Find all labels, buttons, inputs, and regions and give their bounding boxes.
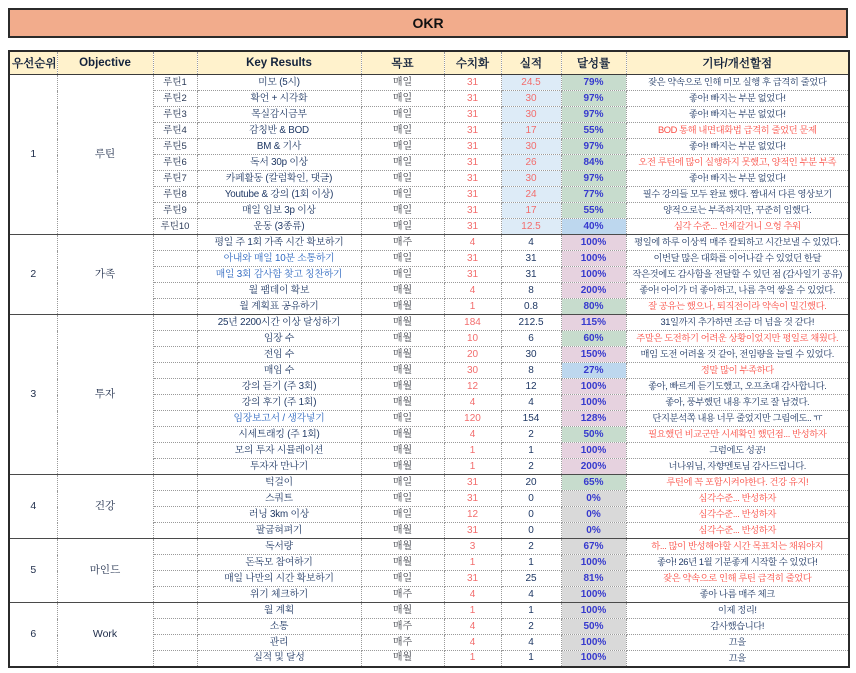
key-result-cell[interactable]: 스쿼트 xyxy=(197,491,361,507)
actual-cell[interactable]: 0 xyxy=(501,523,561,539)
priority-cell[interactable]: 3 xyxy=(9,315,57,475)
key-result-cell[interactable]: 관리 xyxy=(197,635,361,651)
rate-cell[interactable]: 0% xyxy=(561,523,626,539)
goal-cell[interactable]: 매일 xyxy=(361,475,444,491)
column-header-key-results[interactable]: Key Results xyxy=(197,51,361,75)
actual-cell[interactable]: 4 xyxy=(501,635,561,651)
sheet-title-bar[interactable] xyxy=(8,8,848,38)
note-cell[interactable]: 좋아, 빠르게 듣기도했고, 오프초대 감사합니다. xyxy=(626,379,849,395)
actual-cell[interactable]: 4 xyxy=(501,395,561,411)
goal-cell[interactable]: 매일 xyxy=(361,411,444,427)
rate-cell[interactable]: 97% xyxy=(561,107,626,123)
target-cell[interactable]: 4 xyxy=(444,635,501,651)
kr-sub-label[interactable]: 루틴3 xyxy=(153,107,197,123)
key-result-cell[interactable]: 목실감시금부 xyxy=(197,107,361,123)
kr-sub-label[interactable] xyxy=(153,443,197,459)
actual-cell[interactable]: 12.5 xyxy=(501,219,561,235)
kr-sub-label[interactable] xyxy=(153,507,197,523)
note-cell[interactable]: 심각수준... 반성하자 xyxy=(626,507,849,523)
note-cell[interactable]: 끄을 xyxy=(626,651,849,667)
kr-sub-label[interactable] xyxy=(153,475,197,491)
goal-cell[interactable]: 매일 xyxy=(361,91,444,107)
kr-sub-label[interactable] xyxy=(153,379,197,395)
note-cell[interactable]: 좋아! 빠지는 부분 없었다! xyxy=(626,171,849,187)
kr-sub-label[interactable] xyxy=(153,299,197,315)
key-result-cell[interactable]: 실적 및 달성 xyxy=(197,651,361,667)
goal-cell[interactable]: 매일 xyxy=(361,251,444,267)
note-cell[interactable]: 좋아! 빠지는 부분 없었다! xyxy=(626,107,849,123)
kr-sub-label[interactable] xyxy=(153,523,197,539)
goal-cell[interactable]: 매일 xyxy=(361,107,444,123)
column-header-target[interactable]: 수치화 xyxy=(444,51,501,75)
actual-cell[interactable]: 30 xyxy=(501,107,561,123)
goal-cell[interactable]: 매일 xyxy=(361,155,444,171)
note-cell[interactable]: 오전 루틴에 많이 실행하지 못했고, 양적인 부분 부족 xyxy=(626,155,849,171)
rate-cell[interactable]: 55% xyxy=(561,123,626,139)
goal-cell[interactable]: 매월 xyxy=(361,379,444,395)
kr-sub-label[interactable] xyxy=(153,539,197,555)
goal-cell[interactable]: 매월 xyxy=(361,539,444,555)
goal-cell[interactable]: 매일 xyxy=(361,139,444,155)
actual-cell[interactable]: 8 xyxy=(501,283,561,299)
rate-cell[interactable]: 200% xyxy=(561,283,626,299)
actual-cell[interactable]: 2 xyxy=(501,459,561,475)
kr-sub-label[interactable] xyxy=(153,619,197,635)
rate-cell[interactable]: 50% xyxy=(561,427,626,443)
kr-sub-label[interactable] xyxy=(153,395,197,411)
target-cell[interactable]: 31 xyxy=(444,571,501,587)
kr-sub-label[interactable]: 루틴7 xyxy=(153,171,197,187)
key-result-cell[interactable]: 감칭반 & BOD xyxy=(197,123,361,139)
kr-sub-label[interactable] xyxy=(153,251,197,267)
key-result-cell[interactable]: 강의 듣기 (주 3회) xyxy=(197,379,361,395)
key-result-cell[interactable]: 임장보고서 / 생각넣기 xyxy=(197,411,361,427)
actual-cell[interactable]: 154 xyxy=(501,411,561,427)
target-cell[interactable]: 184 xyxy=(444,315,501,331)
kr-sub-label[interactable] xyxy=(153,267,197,283)
okr-table-body xyxy=(9,75,849,667)
target-cell[interactable]: 1 xyxy=(444,299,501,315)
note-cell[interactable]: 루틴에 꼭 포함시켜야한다. 건강 유지! xyxy=(626,475,849,491)
objective-cell[interactable]: 루틴 xyxy=(57,75,153,235)
rate-cell[interactable]: 67% xyxy=(561,539,626,555)
goal-cell[interactable]: 매월 xyxy=(361,443,444,459)
rate-cell[interactable]: 0% xyxy=(561,507,626,523)
target-cell[interactable]: 1 xyxy=(444,555,501,571)
objective-cell[interactable]: 건강 xyxy=(57,475,153,539)
priority-cell[interactable]: 1 xyxy=(9,75,57,235)
note-cell[interactable]: 끄을 xyxy=(626,635,849,651)
actual-cell[interactable]: 2 xyxy=(501,427,561,443)
kr-sub-label[interactable] xyxy=(153,411,197,427)
note-cell[interactable]: 좋아! 빠지는 부분 없었다! xyxy=(626,139,849,155)
priority-cell[interactable]: 6 xyxy=(9,603,57,667)
goal-cell[interactable]: 매일 xyxy=(361,75,444,91)
target-cell[interactable]: 31 xyxy=(444,523,501,539)
note-cell[interactable]: 좋아! 아이가 더 좋아하고, 나름 추억 쌓을 수 있었다. xyxy=(626,283,849,299)
actual-cell[interactable]: 31 xyxy=(501,267,561,283)
goal-cell[interactable]: 매월 xyxy=(361,363,444,379)
key-result-cell[interactable]: 확언 + 시각화 xyxy=(197,91,361,107)
goal-cell[interactable]: 매월 xyxy=(361,299,444,315)
goal-cell[interactable]: 매월 xyxy=(361,283,444,299)
note-cell[interactable]: 너나위님, 자향멘토님 감사드립니다. xyxy=(626,459,849,475)
column-header-rate[interactable]: 달성률 xyxy=(561,51,626,75)
kr-sub-label[interactable]: 루틴10 xyxy=(153,219,197,235)
rate-cell[interactable]: 27% xyxy=(561,363,626,379)
goal-cell[interactable]: 매월 xyxy=(361,395,444,411)
actual-cell[interactable]: 6 xyxy=(501,331,561,347)
kr-sub-label[interactable]: 루틴4 xyxy=(153,123,197,139)
note-cell[interactable]: 필요했던 비교군만 시세확인 했던점... 반성하자 xyxy=(626,427,849,443)
rate-cell[interactable]: 100% xyxy=(561,267,626,283)
note-cell[interactable]: 좋아! 26년 1월 기분좋게 시작할 수 있었다! xyxy=(626,555,849,571)
rate-cell[interactable]: 40% xyxy=(561,219,626,235)
target-cell[interactable]: 1 xyxy=(444,459,501,475)
kr-sub-label[interactable] xyxy=(153,491,197,507)
table-row xyxy=(9,539,849,555)
key-result-cell[interactable]: 시세트래킹 (주 1회) xyxy=(197,427,361,443)
key-result-cell[interactable]: 월 계획표 공유하기 xyxy=(197,299,361,315)
actual-cell[interactable]: 2 xyxy=(501,539,561,555)
target-cell[interactable]: 1 xyxy=(444,651,501,667)
note-cell[interactable]: 심각 수준... 언제갈거니 으헝 추워 xyxy=(626,219,849,235)
kr-sub-label[interactable]: 루틴9 xyxy=(153,203,197,219)
goal-cell[interactable]: 매일 xyxy=(361,491,444,507)
target-cell[interactable]: 31 xyxy=(444,75,501,91)
target-cell[interactable]: 1 xyxy=(444,603,501,619)
goal-cell[interactable]: 매일 xyxy=(361,171,444,187)
target-cell[interactable]: 4 xyxy=(444,235,501,251)
page-title: OKR xyxy=(412,15,444,31)
kr-sub-label[interactable]: 루틴8 xyxy=(153,187,197,203)
kr-sub-label[interactable] xyxy=(153,603,197,619)
target-cell[interactable]: 31 xyxy=(444,187,501,203)
rate-cell[interactable]: 65% xyxy=(561,475,626,491)
note-cell[interactable]: BOD 통해 내면대화법 급격히 줄었던 문제 xyxy=(626,123,849,139)
target-cell[interactable]: 31 xyxy=(444,203,501,219)
actual-cell[interactable]: 4 xyxy=(501,587,561,603)
rate-cell[interactable]: 97% xyxy=(561,171,626,187)
actual-cell[interactable]: 26 xyxy=(501,155,561,171)
kr-sub-label[interactable] xyxy=(153,635,197,651)
target-cell[interactable]: 30 xyxy=(444,363,501,379)
note-cell[interactable]: 필수 강의들 모두 완료 했다. 짬내서 다른 영상보기 xyxy=(626,187,849,203)
goal-cell[interactable]: 매월 xyxy=(361,555,444,571)
goal-cell[interactable]: 매일 xyxy=(361,507,444,523)
note-cell[interactable]: 정말 많이 부족하다 xyxy=(626,363,849,379)
note-cell[interactable]: 매임 도전 어려울 것 같아, 전임량을 늘릴 수 있었다. xyxy=(626,347,849,363)
rate-cell[interactable]: 100% xyxy=(561,651,626,667)
note-cell[interactable]: 이제 정리! xyxy=(626,603,849,619)
actual-cell[interactable]: 17 xyxy=(501,203,561,219)
goal-cell[interactable]: 매월 xyxy=(361,315,444,331)
key-result-cell[interactable]: 25년 2200시간 이상 달성하기 xyxy=(197,315,361,331)
goal-cell[interactable]: 매주 xyxy=(361,235,444,251)
target-cell[interactable]: 31 xyxy=(444,139,501,155)
target-cell[interactable]: 31 xyxy=(444,107,501,123)
target-cell[interactable]: 3 xyxy=(444,539,501,555)
kr-sub-label[interactable] xyxy=(153,459,197,475)
rate-cell[interactable]: 100% xyxy=(561,251,626,267)
target-cell[interactable]: 120 xyxy=(444,411,501,427)
rate-cell[interactable]: 150% xyxy=(561,347,626,363)
goal-cell[interactable]: 매월 xyxy=(361,459,444,475)
rate-cell[interactable]: 80% xyxy=(561,299,626,315)
rate-cell[interactable]: 84% xyxy=(561,155,626,171)
table-row xyxy=(9,75,849,91)
rate-cell[interactable]: 55% xyxy=(561,203,626,219)
objective-cell[interactable]: 투자 xyxy=(57,315,153,475)
key-result-cell[interactable]: 매임 수 xyxy=(197,363,361,379)
goal-cell[interactable]: 매월 xyxy=(361,603,444,619)
kr-sub-label[interactable] xyxy=(153,587,197,603)
key-result-cell[interactable]: BM & 기사 xyxy=(197,139,361,155)
rate-cell[interactable]: 81% xyxy=(561,571,626,587)
table-row xyxy=(9,235,849,251)
goal-cell[interactable]: 매일 xyxy=(361,187,444,203)
rate-cell[interactable]: 100% xyxy=(561,443,626,459)
note-cell[interactable]: 작은것에도 감사함을 전달할 수 있던 점 (감사일기 공유) xyxy=(626,267,849,283)
column-header-actual[interactable]: 실적 xyxy=(501,51,561,75)
goal-cell[interactable]: 매월 xyxy=(361,427,444,443)
target-cell[interactable]: 31 xyxy=(444,91,501,107)
kr-sub-label[interactable] xyxy=(153,283,197,299)
key-result-cell[interactable]: 강의 후기 (주 1회) xyxy=(197,395,361,411)
rate-cell[interactable]: 79% xyxy=(561,75,626,91)
objective-cell[interactable]: Work xyxy=(57,603,153,667)
priority-cell[interactable]: 2 xyxy=(9,235,57,315)
key-result-cell[interactable]: 카페활동 (칼럼확인, 댓글) xyxy=(197,171,361,187)
kr-sub-label[interactable]: 루틴2 xyxy=(153,91,197,107)
goal-cell[interactable]: 매주 xyxy=(361,587,444,603)
note-cell[interactable]: 좋아! 빠지는 부분 없었다! xyxy=(626,91,849,107)
key-result-cell[interactable]: 운동 (3종류) xyxy=(197,219,361,235)
key-result-cell[interactable]: 미모 (5시) xyxy=(197,75,361,91)
note-cell[interactable]: 좋아 나름 매주 체크 xyxy=(626,587,849,603)
kr-sub-label[interactable]: 루틴1 xyxy=(153,75,197,91)
target-cell[interactable]: 4 xyxy=(444,587,501,603)
key-result-cell[interactable]: 독서량 xyxy=(197,539,361,555)
target-cell[interactable]: 4 xyxy=(444,427,501,443)
actual-cell[interactable]: 12 xyxy=(501,379,561,395)
goal-cell[interactable]: 매월 xyxy=(361,347,444,363)
rate-cell[interactable]: 115% xyxy=(561,315,626,331)
target-cell[interactable]: 20 xyxy=(444,347,501,363)
key-result-cell[interactable]: 모의 투자 시뮬레이션 xyxy=(197,443,361,459)
rate-cell[interactable]: 128% xyxy=(561,411,626,427)
kr-sub-label[interactable] xyxy=(153,555,197,571)
objective-cell[interactable]: 마인드 xyxy=(57,539,153,603)
column-header-objective[interactable]: Objective xyxy=(57,51,153,75)
note-cell[interactable]: 좋아, 풍부했던 내용 후기로 잘 남겼다. xyxy=(626,395,849,411)
actual-cell[interactable]: 20 xyxy=(501,475,561,491)
note-cell[interactable]: 이번달 많은 대화를 이어나갈 수 있었던 한달 xyxy=(626,251,849,267)
target-cell[interactable]: 31 xyxy=(444,155,501,171)
actual-cell[interactable]: 4 xyxy=(501,235,561,251)
note-cell[interactable]: 양적으로는 부족하지만, 꾸준히 임했다. xyxy=(626,203,849,219)
kr-sub-label[interactable]: 루틴6 xyxy=(153,155,197,171)
key-result-cell[interactable]: 러닝 3km 이상 xyxy=(197,507,361,523)
key-result-cell[interactable]: 매일 3회 감사함 찾고 칭찬하기 xyxy=(197,267,361,283)
key-result-cell[interactable]: 매일 임보 3p 이상 xyxy=(197,203,361,219)
key-result-cell[interactable]: 턱걸이 xyxy=(197,475,361,491)
okr-table xyxy=(8,50,850,668)
table-header-row xyxy=(9,51,849,75)
kr-sub-label[interactable] xyxy=(153,571,197,587)
note-cell[interactable]: 주말은 도전하기 어려운 상황이었지만 평일로 채웠다. xyxy=(626,331,849,347)
note-cell[interactable]: 잦은 약속으로 인해 미모 실행 후 급격히 줄었다 xyxy=(626,75,849,91)
actual-cell[interactable]: 25 xyxy=(501,571,561,587)
rate-cell[interactable]: 0% xyxy=(561,491,626,507)
note-cell[interactable]: 잘 공유는 했으나, 퇴직전이라 약속이 밀긴했다. xyxy=(626,299,849,315)
key-result-cell[interactable]: 임장 수 xyxy=(197,331,361,347)
actual-cell[interactable]: 30 xyxy=(501,91,561,107)
target-cell[interactable]: 31 xyxy=(444,475,501,491)
rate-cell[interactable]: 100% xyxy=(561,603,626,619)
goal-cell[interactable]: 매월 xyxy=(361,651,444,667)
actual-cell[interactable]: 30 xyxy=(501,171,561,187)
note-cell[interactable]: 그럼에도 성공! xyxy=(626,443,849,459)
goal-cell[interactable]: 매월 xyxy=(361,523,444,539)
column-header-priority[interactable]: 우선순위 xyxy=(9,51,57,75)
actual-cell[interactable]: 0.8 xyxy=(501,299,561,315)
rate-cell[interactable]: 100% xyxy=(561,395,626,411)
kr-sub-label[interactable] xyxy=(153,363,197,379)
objective-cell[interactable]: 가족 xyxy=(57,235,153,315)
target-cell[interactable]: 31 xyxy=(444,251,501,267)
note-cell[interactable]: 감사했습니다! xyxy=(626,619,849,635)
key-result-cell[interactable]: 월 팸데이 확보 xyxy=(197,283,361,299)
note-cell[interactable]: 심각수준... 반성하자 xyxy=(626,523,849,539)
target-cell[interactable]: 31 xyxy=(444,267,501,283)
rate-cell[interactable]: 100% xyxy=(561,379,626,395)
rate-cell[interactable]: 60% xyxy=(561,331,626,347)
kr-sub-label[interactable] xyxy=(153,427,197,443)
goal-cell[interactable]: 매일 xyxy=(361,219,444,235)
key-result-cell[interactable]: 독서 30p 이상 xyxy=(197,155,361,171)
rate-cell[interactable]: 97% xyxy=(561,91,626,107)
actual-cell[interactable]: 212.5 xyxy=(501,315,561,331)
actual-cell[interactable]: 8 xyxy=(501,363,561,379)
rate-cell[interactable]: 50% xyxy=(561,619,626,635)
column-header-notes[interactable]: 기타/개선할점 xyxy=(626,51,849,75)
column-header-sub[interactable] xyxy=(153,51,197,75)
target-cell[interactable]: 31 xyxy=(444,171,501,187)
target-cell[interactable]: 31 xyxy=(444,219,501,235)
actual-cell[interactable]: 17 xyxy=(501,123,561,139)
kr-sub-label[interactable] xyxy=(153,235,197,251)
rate-cell[interactable]: 97% xyxy=(561,139,626,155)
table-row xyxy=(9,315,849,331)
key-result-cell[interactable]: 평일 주 1회 가족 시간 확보하기 xyxy=(197,235,361,251)
rate-cell[interactable]: 100% xyxy=(561,635,626,651)
actual-cell[interactable]: 31 xyxy=(501,251,561,267)
priority-cell[interactable]: 4 xyxy=(9,475,57,539)
target-cell[interactable]: 1 xyxy=(444,443,501,459)
actual-cell[interactable]: 2 xyxy=(501,619,561,635)
actual-cell[interactable]: 0 xyxy=(501,507,561,523)
column-header-goal[interactable]: 목표 xyxy=(361,51,444,75)
key-result-cell[interactable]: Youtube & 강의 (1회 이상) xyxy=(197,187,361,203)
actual-cell[interactable]: 24 xyxy=(501,187,561,203)
kr-sub-label[interactable] xyxy=(153,651,197,667)
key-result-cell[interactable]: 돈독모 참여하기 xyxy=(197,555,361,571)
goal-cell[interactable]: 매일 xyxy=(361,123,444,139)
actual-cell[interactable]: 1 xyxy=(501,555,561,571)
note-cell[interactable]: 심각수준... 반성하자 xyxy=(626,491,849,507)
target-cell[interactable]: 12 xyxy=(444,507,501,523)
note-cell[interactable]: 단지분석쪽 내용 너무 줄었지만 그림에도.. ㅠ xyxy=(626,411,849,427)
key-result-cell[interactable]: 위기 체크하기 xyxy=(197,587,361,603)
actual-cell[interactable]: 1 xyxy=(501,651,561,667)
actual-cell[interactable]: 24.5 xyxy=(501,75,561,91)
note-cell[interactable]: 하... 많이 반성해야할 시간 목표치는 채워야지 xyxy=(626,539,849,555)
key-result-cell[interactable]: 매일 나만의 시간 확보하기 xyxy=(197,571,361,587)
actual-cell[interactable]: 30 xyxy=(501,347,561,363)
note-cell[interactable]: 31일까지 추가하면 조금 더 넘을 것 같다! xyxy=(626,315,849,331)
target-cell[interactable]: 12 xyxy=(444,379,501,395)
key-result-cell[interactable]: 월 계획 xyxy=(197,603,361,619)
actual-cell[interactable]: 30 xyxy=(501,139,561,155)
actual-cell[interactable]: 0 xyxy=(501,491,561,507)
target-cell[interactable]: 10 xyxy=(444,331,501,347)
goal-cell[interactable]: 매일 xyxy=(361,267,444,283)
kr-sub-label[interactable]: 루틴5 xyxy=(153,139,197,155)
key-result-cell[interactable]: 팔굽혀펴기 xyxy=(197,523,361,539)
key-result-cell[interactable]: 소통 xyxy=(197,619,361,635)
target-cell[interactable]: 31 xyxy=(444,123,501,139)
target-cell[interactable]: 31 xyxy=(444,491,501,507)
table-row xyxy=(9,603,849,619)
note-cell[interactable]: 평일에 하루 이상씩 매주 칼퇴하고 시간보낼 수 있었다. xyxy=(626,235,849,251)
rate-cell[interactable]: 200% xyxy=(561,459,626,475)
key-result-cell[interactable]: 전임 수 xyxy=(197,347,361,363)
goal-cell[interactable]: 매주 xyxy=(361,635,444,651)
goal-cell[interactable]: 매주 xyxy=(361,619,444,635)
table-row xyxy=(9,475,849,491)
kr-sub-label[interactable] xyxy=(153,315,197,331)
goal-cell[interactable]: 매일 xyxy=(361,203,444,219)
target-cell[interactable]: 4 xyxy=(444,283,501,299)
goal-cell[interactable]: 매월 xyxy=(361,331,444,347)
rate-cell[interactable]: 100% xyxy=(561,587,626,603)
note-cell[interactable]: 잦은 약속으로 인해 루틴 급격히 줄었다 xyxy=(626,571,849,587)
target-cell[interactable]: 4 xyxy=(444,395,501,411)
kr-sub-label[interactable] xyxy=(153,331,197,347)
key-result-cell[interactable]: 투자자 만나기 xyxy=(197,459,361,475)
rate-cell[interactable]: 77% xyxy=(561,187,626,203)
rate-cell[interactable]: 100% xyxy=(561,235,626,251)
goal-cell[interactable]: 매일 xyxy=(361,571,444,587)
priority-cell[interactable]: 5 xyxy=(9,539,57,603)
key-result-cell[interactable]: 아내와 매일 10분 소통하기 xyxy=(197,251,361,267)
actual-cell[interactable]: 1 xyxy=(501,443,561,459)
target-cell[interactable]: 4 xyxy=(444,619,501,635)
kr-sub-label[interactable] xyxy=(153,347,197,363)
rate-cell[interactable]: 100% xyxy=(561,555,626,571)
actual-cell[interactable]: 1 xyxy=(501,603,561,619)
